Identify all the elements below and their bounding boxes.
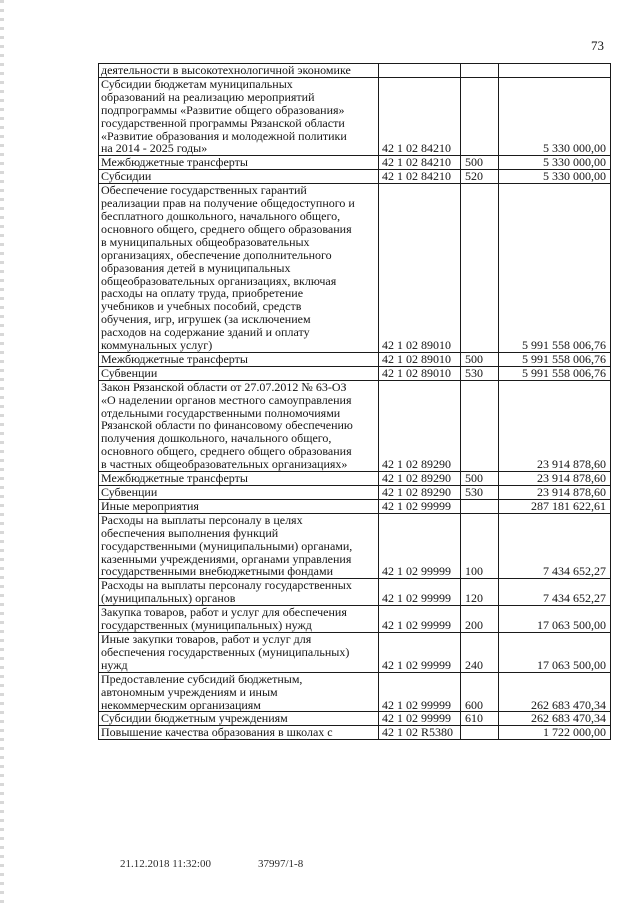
row-code-cell: 42 1 02 99999 (379, 712, 461, 726)
row-code-cell: 42 1 02 R5380 (379, 726, 461, 740)
table-row (99, 366, 611, 380)
table-row (99, 184, 611, 353)
row-code-cell: 42 1 02 89010 (379, 352, 461, 366)
row-vr-cell: 100 (461, 513, 499, 579)
row-amount-cell: 5 330 000,00 (499, 77, 611, 155)
row-vr-cell (461, 184, 499, 353)
table-row (99, 606, 611, 633)
table-body (99, 64, 611, 740)
row-amount-cell: 287 181 622,61 (499, 499, 611, 513)
row-code-cell: 42 1 02 89290 (379, 380, 461, 471)
row-name-cell: Субсидии бюджетам муниципальных образований на реализацию мероприятий подпрограммы «Развитие общего образования» государственной программы Рязанской области «Развитие образования и молодежной политики на 2014 - 2025 годы» (99, 77, 379, 155)
table-row (99, 712, 611, 726)
row-vr-cell (461, 499, 499, 513)
row-vr-cell: 120 (461, 579, 499, 606)
row-code-cell: 42 1 02 99999 (379, 672, 461, 712)
row-code-cell: 42 1 02 99999 (379, 606, 461, 633)
row-amount-cell (499, 64, 611, 78)
table-row (99, 726, 611, 740)
row-name-cell: Обеспечение государственных гарантий реализации прав на получение общедоступного и бесплатного дошкольного, начального общего, основного общего, среднего общего образования в муниципальных общеобразовательных организациях, обеспечение дополнительного образования детей в муниципальных общеобразовательных организациях, включая расходы на оплату труда, приобретение учебников и учебных пособий, средств обучения, игр, игрушек (за исключением расходов на содержание зданий и оплату коммунальных услуг) (99, 184, 379, 353)
row-name-cell: Межбюджетные трансферты (99, 156, 379, 170)
table-row (99, 486, 611, 500)
row-amount-cell: 5 991 558 006,76 (499, 352, 611, 366)
row-vr-cell (461, 726, 499, 740)
row-amount-cell: 23 914 878,60 (499, 380, 611, 471)
row-code-cell: 42 1 02 89010 (379, 366, 461, 380)
row-name-cell: Межбюджетные трансферты (99, 352, 379, 366)
row-vr-cell: 500 (461, 352, 499, 366)
row-name-cell: Закупка товаров, работ и услуг для обеспечения государственных (муниципальных) нужд (99, 606, 379, 633)
row-amount-cell: 17 063 500,00 (499, 606, 611, 633)
row-name-cell: Предоставление субсидий бюджетным, автономным учреждениям и иным некоммерческим организациям (99, 672, 379, 712)
table-row (99, 472, 611, 486)
table-row (99, 77, 611, 155)
row-amount-cell: 1 722 000,00 (499, 726, 611, 740)
row-vr-cell: 600 (461, 672, 499, 712)
table-row (99, 632, 611, 672)
row-name-cell: Субвенции (99, 366, 379, 380)
document-number: 37997/1-8 (258, 858, 304, 870)
row-code-cell (379, 64, 461, 78)
row-amount-cell: 23 914 878,60 (499, 486, 611, 500)
page-number: 73 (591, 38, 604, 53)
row-vr-cell: 240 (461, 632, 499, 672)
row-amount-cell: 5 991 558 006,76 (499, 184, 611, 353)
table-row (99, 170, 611, 184)
scan-edge (0, 0, 4, 905)
table-row (99, 380, 611, 471)
table-row (99, 499, 611, 513)
row-amount-cell: 7 434 652,27 (499, 513, 611, 579)
print-timestamp: 21.12.2018 11:32:00 (120, 858, 211, 870)
row-amount-cell: 5 330 000,00 (499, 156, 611, 170)
row-name-cell: Повышение качества образования в школах с (99, 726, 379, 740)
table-row (99, 579, 611, 606)
budget-table (98, 63, 611, 740)
row-amount-cell: 7 434 652,27 (499, 579, 611, 606)
row-name-cell: Субсидии (99, 170, 379, 184)
row-amount-cell: 17 063 500,00 (499, 632, 611, 672)
row-vr-cell: 500 (461, 156, 499, 170)
row-amount-cell: 23 914 878,60 (499, 472, 611, 486)
row-name-cell: Расходы на выплаты персоналу государственных (муниципальных) органов (99, 579, 379, 606)
row-name-cell: Субвенции (99, 486, 379, 500)
row-name-cell: Расходы на выплаты персоналу в целях обеспечения выполнения функций государственными (муниципальными) органами, казенными учреждениями, органами управления государственными внебюджетными фондами (99, 513, 379, 579)
row-vr-cell: 610 (461, 712, 499, 726)
row-name-cell: Закон Рязанской области от 27.07.2012 № 63-ОЗ «О наделении органов местного самоуправления отдельными государственными полномочиями Рязанской области по финансовому обеспечению получения дошкольного, начального общего, основного общего, среднего общего образования в частных общеобразовательных организациях» (99, 380, 379, 471)
row-vr-cell (461, 64, 499, 78)
row-vr-cell (461, 380, 499, 471)
row-code-cell: 42 1 02 99999 (379, 513, 461, 579)
row-code-cell: 42 1 02 84210 (379, 77, 461, 155)
row-code-cell: 42 1 02 89010 (379, 184, 461, 353)
table-row (99, 672, 611, 712)
row-code-cell: 42 1 02 99999 (379, 499, 461, 513)
row-vr-cell: 530 (461, 486, 499, 500)
row-vr-cell: 200 (461, 606, 499, 633)
row-code-cell: 42 1 02 84210 (379, 170, 461, 184)
row-vr-cell: 520 (461, 170, 499, 184)
table-row (99, 64, 611, 78)
table-row (99, 156, 611, 170)
row-name-cell: Межбюджетные трансферты (99, 472, 379, 486)
table-row (99, 352, 611, 366)
row-vr-cell: 500 (461, 472, 499, 486)
row-amount-cell: 262 683 470,34 (499, 712, 611, 726)
row-name-cell: Иные мероприятия (99, 499, 379, 513)
row-vr-cell: 530 (461, 366, 499, 380)
row-amount-cell: 5 330 000,00 (499, 170, 611, 184)
row-name-cell: Субсидии бюджетным учреждениям (99, 712, 379, 726)
row-name-cell: деятельности в высокотехнологичной экономике (99, 64, 379, 78)
row-code-cell: 42 1 02 84210 (379, 156, 461, 170)
row-code-cell: 42 1 02 89290 (379, 472, 461, 486)
row-code-cell: 42 1 02 99999 (379, 632, 461, 672)
row-vr-cell (461, 77, 499, 155)
row-amount-cell: 262 683 470,34 (499, 672, 611, 712)
row-code-cell: 42 1 02 89290 (379, 486, 461, 500)
table-row (99, 513, 611, 579)
row-amount-cell: 5 991 558 006,76 (499, 366, 611, 380)
row-name-cell: Иные закупки товаров, работ и услуг для обеспечения государственных (муниципальных) нужд (99, 632, 379, 672)
row-code-cell: 42 1 02 99999 (379, 579, 461, 606)
